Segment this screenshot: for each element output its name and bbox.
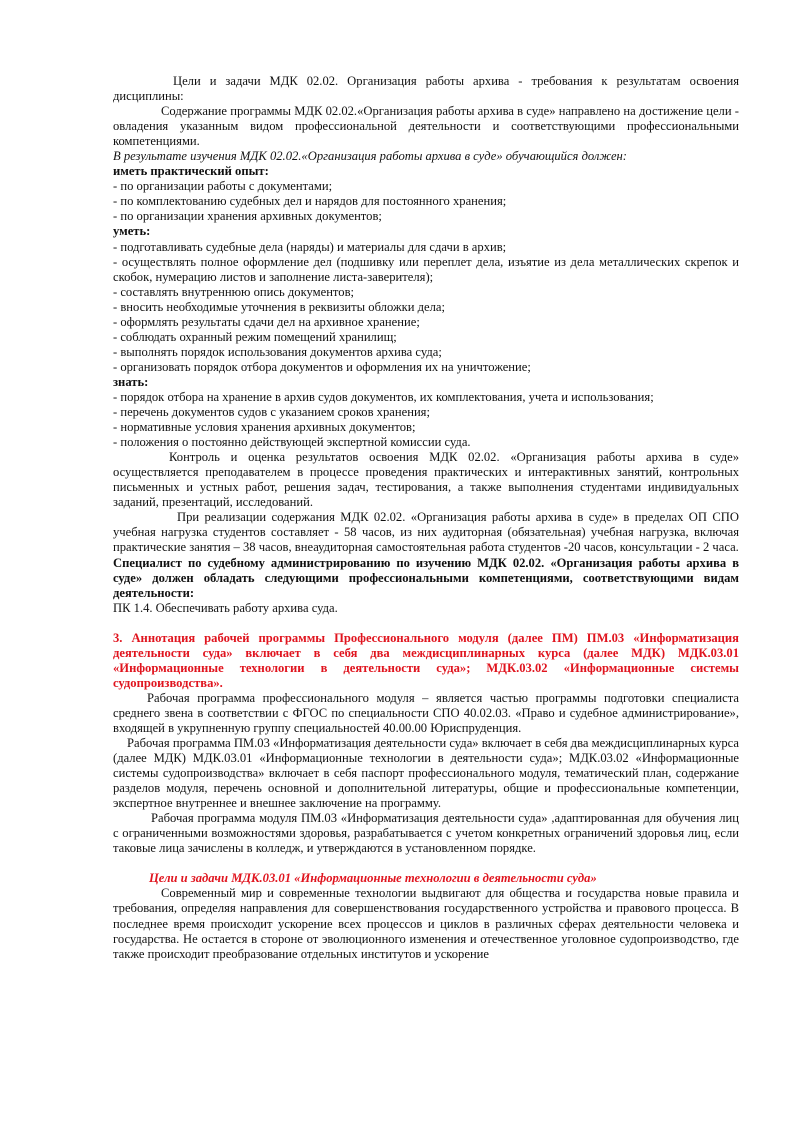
list-item: - соблюдать охранный режим помещений хранилищ; [113,329,397,344]
competence-item: ПК 1.4. Обеспечивать работу архива суда. [113,600,338,615]
result-intro-paragraph: В результате изучения МДК 02.02.«Организация работы архива в суде» обучающийся должен: [113,149,627,164]
skills-heading: уметь: [113,224,151,239]
experience-list [113,179,739,224]
list-item: - вносить необходимые уточнения в реквизиты обложки дела; [113,299,446,314]
experience-heading: иметь практический опыт: [113,164,269,179]
mdk0301-paragraph-1: Современный мир и современные технологии выдвигают для общества и государства новые правила и требования, определяя направления для совершенствования государственного устройства и правового процесса. В последнее время происходит ускорение всех процессов и циклов в различных сферах деятельности человека и государства. Не остается в стороне от эволюционного изменения и отечественное уголовное судопроизводство, где также происходит преобразование отдельных институтов и ускорение [113,886,739,961]
list-item: - по организации хранения архивных документов; [113,209,382,224]
mdk0301-heading: Цели и задачи МДК.03.01 «Информационные технологии в деятельности суда» [149,871,597,886]
list-item: - подготавливать судебные дела (наряды) и материалы для сдачи в архив; [113,239,507,254]
knowledge-list [113,390,739,450]
skills-list [113,240,739,375]
section-3-heading: 3. Аннотация рабочей программы Профессионального модуля (далее ПМ) ПМ.03 «Информатизация деятельности суда» включает в себя два междисциплинарных курса (далее МДК) МДК.03.01 «Информационные технологии в деятельности суда»; МДК.03.02 «Информационные системы судопроизводства». [113,630,739,690]
pm03-paragraph-2: Рабочая программа ПМ.03 «Информатизация деятельности суда» включает в себя два междисциплинарных курса (далее МДК) МДК.03.01 «Информационные технологии в деятельности суда»; МДК.03.02 «Информационные системы судопроизводства» включает в себя паспорт профессионального модуля, тематический план, содержание разделов модуля, перечень основной и дополнительной литературы, общие и профессиональные компетенции, экспертное внутреннее и внешнее заключение на программу. [113,736,739,811]
knowledge-heading: знать: [113,374,149,389]
list-item: - организовать порядок отбора документов и оформления их на уничтожение; [113,359,531,374]
spacer [113,616,739,631]
list-item: - оформлять результаты сдачи дел на архивное хранение; [113,314,420,329]
spacer [113,856,739,871]
list-item: - по организации работы с документами; [113,179,333,194]
pm03-paragraph-1: Рабочая программа профессионального модуля – является частью программы подготовки специалиста среднего звена в соответствии с ФГОС по специальности СПО 40.02.03. «Право и судебное администрирование», входящей в укрупненную группу специальностей 40.00.00 Юриспруденция. [113,690,739,735]
list-item: - составлять внутреннюю опись документов; [113,284,355,299]
list-item: - по комплектованию судебных дел и нарядов для постоянного хранения; [113,194,507,209]
control-paragraph: Контроль и оценка результатов освоения МДК 02.02. «Организация работы архива в суде» осуществляется преподавателем в процессе проведения практических и интерактивных занятий, контрольных письменных и устных работ, решения задач, тестирования, а также выполнения студентами индивидуальных заданий, презентаций, исследований. [113,450,739,510]
goals-intro-paragraph: Цели и задачи МДК 02.02. Организация работы архива - требования к результатам освоения дисциплины: [113,74,739,104]
competence-heading: Специалист по судебному администрированию по изучению МДК 02.02. «Организация работы архива в суде» должен обладать следующими профессиональными компетенциями, соответствующими видам деятельности: [113,555,739,600]
list-item: - порядок отбора на хранение в архив судов документов, их комплектования, учета и использования; [113,389,654,404]
list-item: - положения о постоянно действующей экспертной комиссии суда. [113,435,471,450]
hours-paragraph: При реализации содержания МДК 02.02. «Организация работы архива в суде» в пределах ОП СПО учебная нагрузка студентов составляет - 58 часов, из них аудиторная (обязательная) учебная нагрузка, включая практические занятия – 38 часов, внеаудиторная самостоятельная работа студентов -20 часов, консультации - 2 часа. [113,510,739,555]
content-intro-paragraph: Содержание программы МДК 02.02.«Организация работы архива в суде» направлено на достижение цели - овладения указанным видом профессиональной деятельности и соответствующими профессиональными компетенциями. [113,104,739,149]
list-item: - выполнять порядок использования документов архива суда; [113,344,442,359]
list-item: - перечень документов судов с указанием сроков хранения; [113,405,430,420]
list-item: - нормативные условия хранения архивных документов; [113,420,416,435]
pm03-paragraph-3: Рабочая программа модуля ПМ.03 «Информатизация деятельности суда» ,адаптированная для обучения лиц с ограниченными возможностями здоровья, разрабатывается с учетом конкретных ограничений здоровья лиц, если таковые лица зачислены в колледж, и утверждаются в установленном порядке. [113,811,739,856]
document-page [113,74,739,962]
list-item: - осуществлять полное оформление дел (подшивку или переплет дела, изъятие из дела металлических скрепок и скобок, нумерацию листов и заполнение листа-заверителя); [113,254,739,284]
